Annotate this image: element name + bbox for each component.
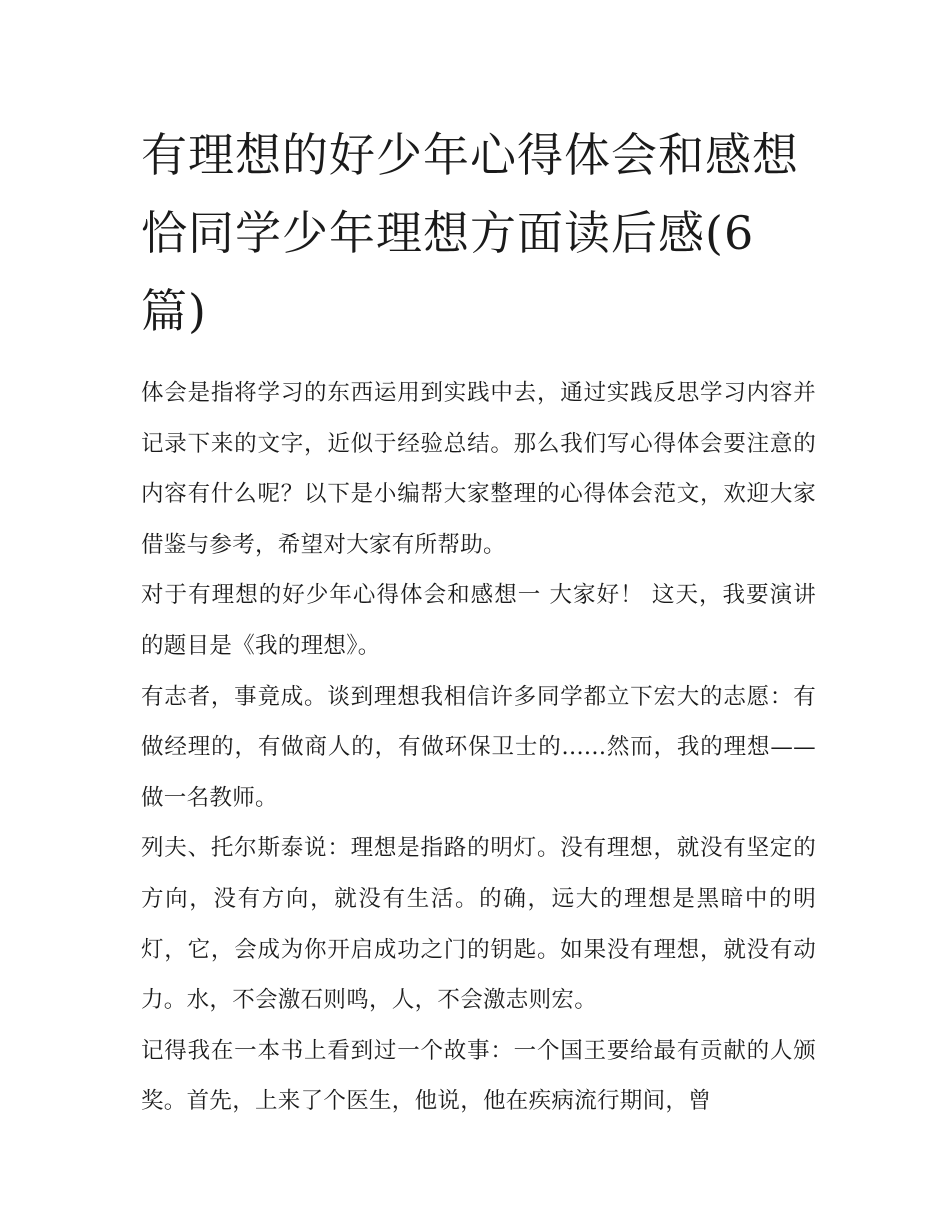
paragraph: 有志者，事竟成。谈到理想我相信许多同学都立下宏大的志愿：有做经理的，有做商人的，有做环保卫士的......然而，我的理想——做一名教师。 — [141, 683, 816, 811]
paragraph: 体会是指将学习的东西运用到实践中去，通过实践反思学习内容并记录下来的文字，近似于经验总结。那么我们写心得体会要注意的内容有什么呢？以下是小编帮大家整理的心得体会范文，欢迎大家借鉴与参考，希望对大家有所帮助。 — [141, 380, 816, 558]
paragraph: 对于有理想的好少年心得体会和感想一 大家好！ 这天，我要演讲的题目是《我的理想》。 — [141, 582, 816, 659]
document-title: 有理想的好少年心得体会和感想 恰同学少年理想方面读后感(6篇) — [141, 128, 799, 338]
paragraph: 记得我在一本书上看到过一个故事：一个国王要给最有贡献的人颁奖。首先，上来了个医生，他说，他在疾病流行期间，曾 — [141, 1037, 816, 1115]
document-body — [141, 368, 816, 1127]
document-content — [141, 116, 816, 1127]
paragraph: 列夫、托尔斯泰说：理想是指路的明灯。没有理想，就没有坚定的方向，没有方向，就没有生活。的确，远大的理想是黑暗中的明灯，它，会成为你开启成功之门的钥匙。如果没有理想，就没有动力。水，不会激石则鸣，人，不会激志则宏。 — [141, 835, 816, 1014]
